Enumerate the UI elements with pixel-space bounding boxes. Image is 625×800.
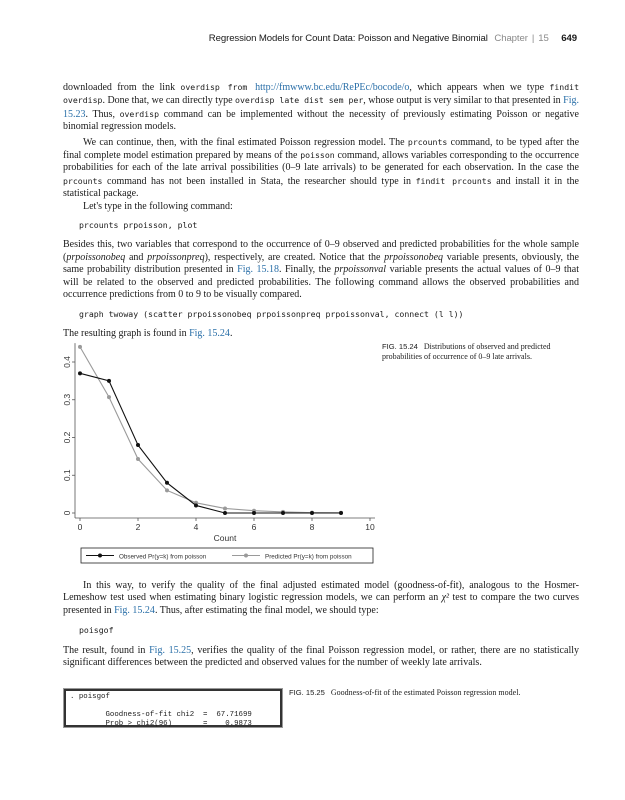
figure-caption-text: Distributions of observed and predicted probabilities of occurrence of 0–9 late arrivals. (382, 342, 551, 361)
inline-code: prcounts (63, 175, 103, 186)
paragraph (63, 81, 579, 134)
data-point-observed (223, 511, 227, 515)
x-tick-label: 10 (365, 522, 375, 532)
inline-code: findit overdisp (63, 82, 579, 106)
data-point-observed (281, 511, 285, 515)
legend-marker (244, 554, 248, 558)
data-point-observed (165, 481, 169, 485)
text-run: . (229, 327, 233, 339)
italic-term: χ² (441, 592, 450, 604)
figure-caption-text: Goodness-of-fit of the estimated Poisson regression model. (330, 688, 521, 697)
data-point-predicted (78, 345, 82, 349)
series-line-predicted (80, 347, 341, 513)
text-run: , whose output is very similar to that presented in (363, 95, 564, 107)
series-line-observed (80, 373, 341, 513)
italic-term: prpoissonval (334, 264, 387, 276)
data-point-predicted (107, 395, 111, 399)
text-run: Let's type in the following command: (83, 200, 233, 212)
inline-code: prcounts (407, 136, 448, 147)
x-tick-label: 2 (135, 522, 141, 532)
figure-label: FIG. 15.24 (382, 342, 418, 351)
y-tick-label: 0.4 (62, 356, 72, 368)
data-point-predicted (165, 488, 169, 492)
legend-marker (98, 554, 102, 558)
paragraph (63, 328, 579, 340)
cross-reference-link[interactable]: Fig. 15.18 (237, 264, 279, 276)
text-run: and (125, 251, 148, 263)
figure-label: FIG. 15.25 (289, 688, 325, 697)
data-point-observed (310, 511, 314, 515)
text-run: The result, found in (63, 644, 150, 656)
cross-reference-link[interactable]: Fig. 15.23 (63, 95, 580, 120)
legend-label: Observed Pr(y=k) from poisson (119, 553, 207, 561)
x-axis-title: Count (213, 533, 237, 543)
text-run: test to compare the two curves presented in (63, 592, 579, 616)
paragraph (63, 239, 579, 301)
data-point-observed (136, 443, 140, 447)
y-tick-label: 0.1 (62, 469, 72, 482)
x-tick-label: 6 (251, 522, 257, 532)
text-run: . Thus, after estimating the final model, we should type: (154, 604, 379, 616)
text-run: In this way, to verify the quality of the final adjusted estimated model (goodness-of-fit), analogous to the Hosmer-Lemeshow test used when estimating binary logistic regression models, we can perform an (63, 580, 579, 604)
x-tick-label: 0 (77, 522, 83, 532)
page-number: 649 (561, 33, 577, 44)
text-run: variable presents, obviously, the same probability distribution presented in (63, 251, 579, 276)
cross-reference-link[interactable]: Fig. 15.24 (189, 327, 230, 339)
text-run: , which appears when we type (409, 82, 550, 93)
x-tick-label: 8 (309, 522, 315, 532)
y-tick-label: 0.2 (62, 431, 72, 444)
text-block-top (63, 81, 579, 340)
inline-code: findit prcounts (415, 175, 492, 186)
stata-prob: Prob > chi2(96) = 0.9873 (70, 720, 252, 728)
header-chapter-number: 15 (538, 33, 549, 44)
code-line: prcounts prpoisson, plot (79, 220, 198, 231)
stata-output-box (64, 689, 282, 727)
paragraph (63, 201, 579, 213)
header-title: Regression Models for Count Data: Poisson and Negative Binomial (208, 33, 488, 44)
data-point-observed (339, 511, 343, 515)
inline-code: overdisp late dist sem per (235, 95, 364, 106)
text-run: The resulting graph is found in (63, 327, 190, 339)
italic-term: prpoissonpreq (147, 251, 205, 263)
header-chapter-label: Chapter (494, 33, 528, 44)
running-header (209, 33, 577, 44)
data-point-predicted (223, 506, 227, 510)
figure-caption (289, 688, 589, 698)
text-run: Besides this, two variables that correspond to the occurrence of 0–9 observed and predicted probabilities for the whole sample ( (63, 239, 579, 263)
text-run: ), respectively, are created. Notice that the (204, 251, 385, 263)
data-point-predicted (136, 457, 140, 461)
data-point-observed (252, 511, 256, 515)
data-point-observed (107, 379, 111, 383)
paragraph (63, 136, 579, 201)
inline-code: overdisp from (180, 82, 256, 92)
y-tick-label: 0 (62, 510, 72, 516)
legend-label: Predicted Pr(y=k) from poisson (265, 553, 352, 561)
y-tick-label: 0.3 (62, 393, 72, 406)
text-run: We can continue, then, with the final estimated Poisson regression model. The (83, 136, 408, 148)
italic-term: prpoissonobeq (384, 251, 444, 263)
cross-reference-link[interactable]: http://fmwww.bc.edu/RePEc/bocode/o (255, 82, 410, 93)
stata-command: . poisgof (70, 693, 110, 701)
inline-code: poisson (300, 150, 335, 161)
data-point-observed (78, 371, 82, 375)
inline-code: overdisp (119, 108, 159, 119)
cross-reference-link[interactable]: Fig. 15.24 (114, 604, 155, 616)
x-tick-label: 4 (193, 522, 199, 532)
code-line: poisgof (79, 625, 114, 636)
text-run: . Done that, we can directly type (102, 95, 236, 107)
paragraph (63, 645, 579, 670)
data-point-observed (194, 503, 198, 507)
text-run: downloaded from the link (63, 82, 181, 93)
text-run: command, allows variables corresponding to the occurrence probabilities for each of the late arrival possibilities (0–9 late arrivals) to be generated for each observation. In the case the (63, 150, 579, 174)
text-block-bottom (63, 580, 579, 669)
text-run: , verifies the quality of the final Poisson regression model, or rather, there are no statistically significant differences between the predicted and observed values for the number of weekly late arrivals. (63, 644, 579, 669)
cross-reference-link[interactable]: Fig. 15.25 (149, 644, 192, 656)
text-run: command has not been installed in Stata, the researcher should type in (102, 175, 416, 187)
header-separator: | (531, 33, 535, 44)
text-run: command, to be typed after the final complete model estimation prepared by means of the (63, 136, 580, 162)
text-run: and install it in the statistical package. (63, 175, 579, 200)
text-run: . Thus, (85, 108, 120, 120)
text-run: . Finally, the (278, 264, 335, 276)
figure-15-24-chart (60, 340, 380, 570)
code-line: graph twoway (scatter prpoissonobeq prpoissonpreq prpoissonval, connect (l l)) (79, 308, 464, 319)
text-run: command can be implemented without the necessity of previously estimating Poisson or negative binomial regression models. (63, 108, 579, 133)
stata-gof-chi2: Goodness-of-fit chi2 = 67.71699 (70, 711, 252, 719)
paragraph (63, 580, 579, 617)
figure-caption (382, 342, 582, 362)
text-run: variable presents the actual values of 0–9 that will be related to the observed and predicted probabilities. The following command allows the observed probabilities and occurrence predictions from 0 to 9 to be visually compared. (63, 264, 579, 301)
italic-term: prpoissonobeq (66, 251, 126, 263)
